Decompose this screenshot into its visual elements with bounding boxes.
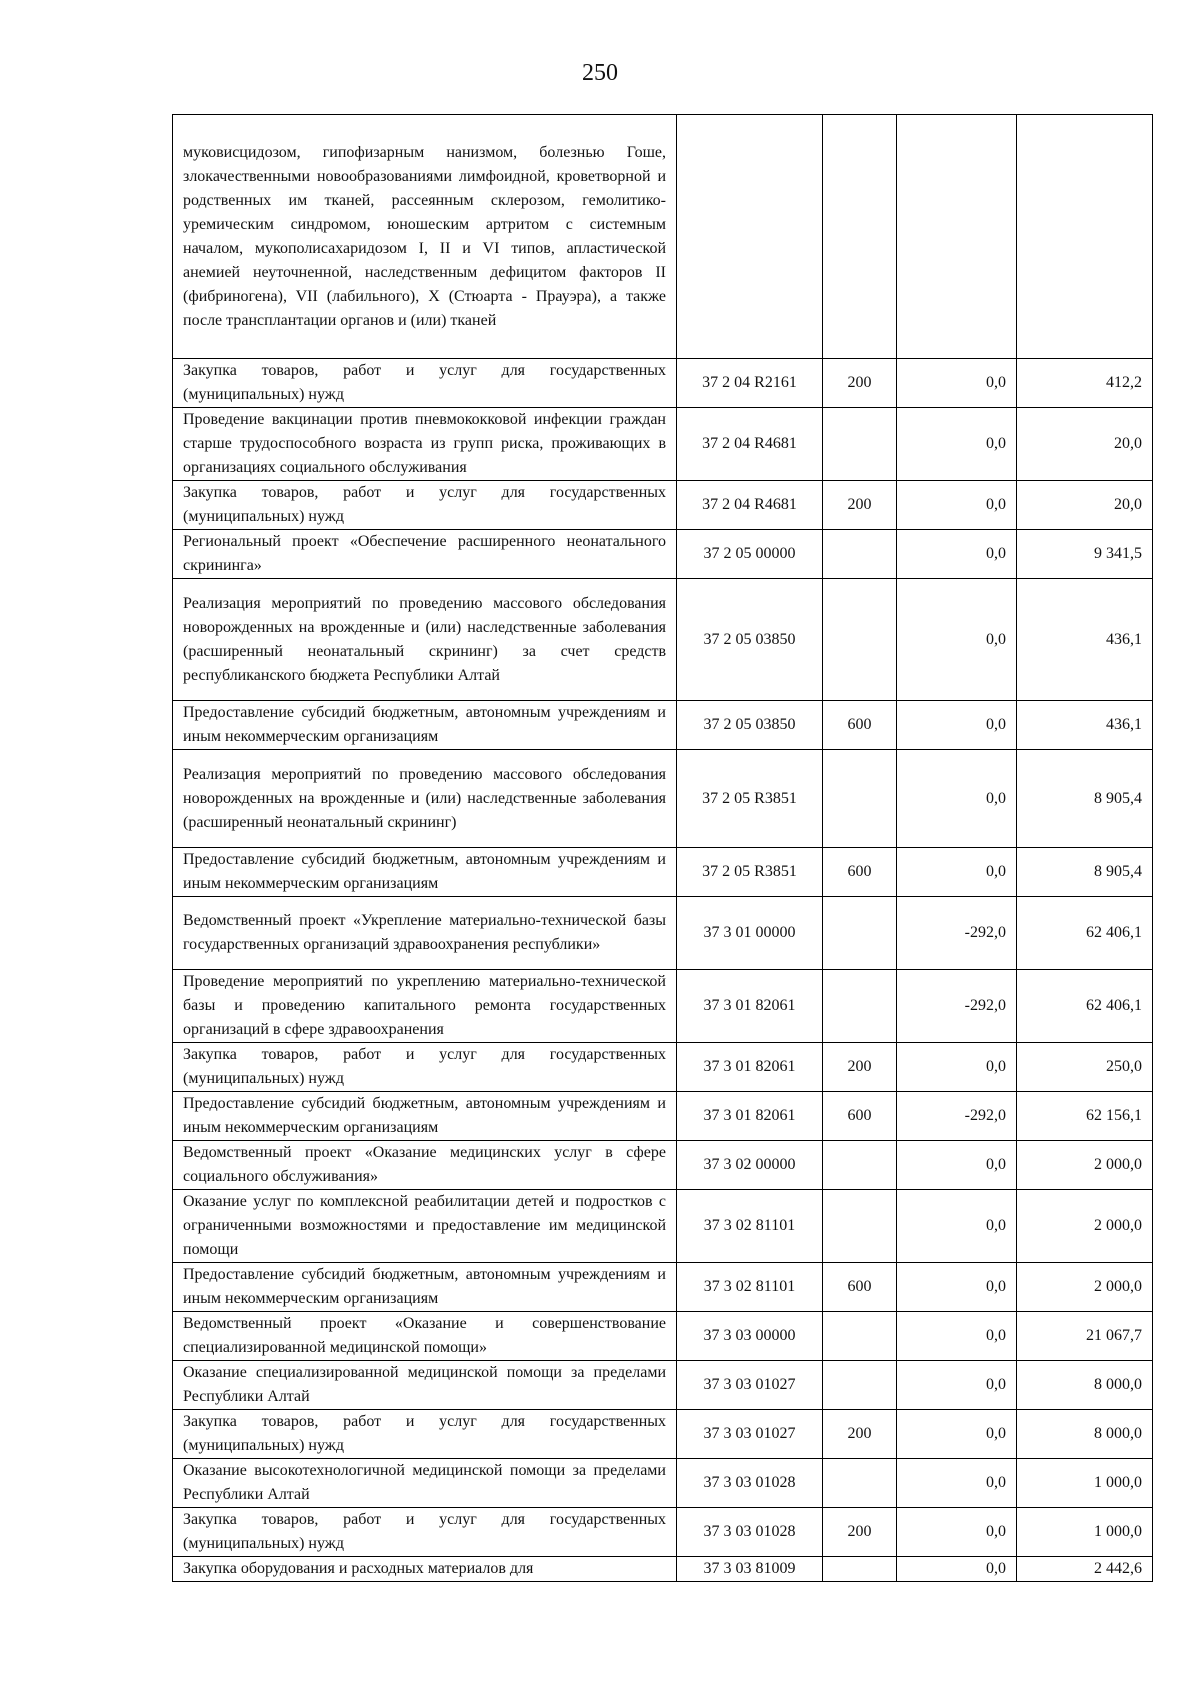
row-target-code: 37 2 04 R4681 bbox=[677, 481, 823, 530]
table-row bbox=[173, 1361, 1153, 1410]
row-expense-type bbox=[823, 1141, 897, 1190]
row-change-amount: 0,0 bbox=[897, 701, 1017, 750]
row-target-code: 37 2 05 R3851 bbox=[677, 750, 823, 848]
row-total-amount: 412,2 bbox=[1017, 359, 1153, 408]
row-description: Ведомственный проект «Укрепление материально-технической базы государственных организаций здравоохранения республики» bbox=[173, 897, 677, 970]
row-target-code: 37 2 05 03850 bbox=[677, 579, 823, 701]
row-change-amount: 0,0 bbox=[897, 408, 1017, 481]
row-target-code: 37 2 04 R2161 bbox=[677, 359, 823, 408]
row-total-amount: 62 406,1 bbox=[1017, 970, 1153, 1043]
row-total-amount: 8 000,0 bbox=[1017, 1410, 1153, 1459]
row-expense-type bbox=[823, 1312, 897, 1361]
row-description: Закупка товаров, работ и услуг для государственных (муниципальных) нужд bbox=[173, 1508, 677, 1557]
row-total-amount: 20,0 bbox=[1017, 481, 1153, 530]
row-change-amount: 0,0 bbox=[897, 1410, 1017, 1459]
row-target-code: 37 3 01 00000 bbox=[677, 897, 823, 970]
row-expense-type: 600 bbox=[823, 1263, 897, 1312]
row-expense-type: 600 bbox=[823, 1092, 897, 1141]
row-description: муковисцидозом, гипофизарным нанизмом, болезнью Гоше, злокачественными новообразованиями лимфоидной, кроветворной и родственных им тканей, рассеянным склерозом, гемолитико-уремическим синдромом, юношеским артритом с системным началом, мукополисахаридозом I, II и VI типов, апластической анемией неуточненной, наследственным дефицитом факторов II (фибриногена), VII (лабильного), X (Стюарта - Прауэра), а также после трансплантации органов и (или) тканей bbox=[173, 115, 677, 359]
table-row bbox=[173, 359, 1153, 408]
row-target-code: 37 3 03 81009 bbox=[677, 1557, 823, 1582]
row-description: Ведомственный проект «Оказание медицинских услуг в сфере социального обслуживания» bbox=[173, 1141, 677, 1190]
row-description: Предоставление субсидий бюджетным, автономным учреждениям и иным некоммерческим организациям bbox=[173, 701, 677, 750]
table-row bbox=[173, 1141, 1153, 1190]
row-target-code: 37 3 03 01027 bbox=[677, 1410, 823, 1459]
row-expense-type: 200 bbox=[823, 1043, 897, 1092]
row-total-amount: 250,0 bbox=[1017, 1043, 1153, 1092]
row-total-amount: 2 000,0 bbox=[1017, 1263, 1153, 1312]
row-total-amount: 1 000,0 bbox=[1017, 1508, 1153, 1557]
row-description: Закупка товаров, работ и услуг для государственных (муниципальных) нужд bbox=[173, 481, 677, 530]
row-expense-type bbox=[823, 530, 897, 579]
row-description: Предоставление субсидий бюджетным, автономным учреждениям и иным некоммерческим организациям bbox=[173, 1092, 677, 1141]
row-change-amount: 0,0 bbox=[897, 359, 1017, 408]
row-target-code: 37 3 03 01028 bbox=[677, 1459, 823, 1508]
row-change-amount: 0,0 bbox=[897, 481, 1017, 530]
row-description: Региональный проект «Обеспечение расширенного неонатального скрининга» bbox=[173, 530, 677, 579]
row-description: Закупка товаров, работ и услуг для государственных (муниципальных) нужд bbox=[173, 1410, 677, 1459]
row-total-amount: 436,1 bbox=[1017, 579, 1153, 701]
table-row bbox=[173, 1312, 1153, 1361]
table-row bbox=[173, 1190, 1153, 1263]
table-row bbox=[173, 481, 1153, 530]
row-change-amount: 0,0 bbox=[897, 848, 1017, 897]
row-total-amount: 20,0 bbox=[1017, 408, 1153, 481]
table-row bbox=[173, 1092, 1153, 1141]
budget-table-body bbox=[173, 115, 1153, 1582]
row-target-code: 37 3 02 81101 bbox=[677, 1190, 823, 1263]
row-target-code: 37 2 04 R4681 bbox=[677, 408, 823, 481]
row-expense-type bbox=[823, 1361, 897, 1410]
row-change-amount bbox=[897, 115, 1017, 359]
table-row bbox=[173, 408, 1153, 481]
row-expense-type bbox=[823, 1557, 897, 1582]
row-target-code: 37 3 03 01028 bbox=[677, 1508, 823, 1557]
budget-table bbox=[172, 114, 1153, 1582]
row-expense-type bbox=[823, 970, 897, 1043]
row-expense-type bbox=[823, 408, 897, 481]
row-target-code: 37 3 01 82061 bbox=[677, 1092, 823, 1141]
row-change-amount: -292,0 bbox=[897, 970, 1017, 1043]
row-change-amount: 0,0 bbox=[897, 530, 1017, 579]
row-target-code: 37 3 03 01027 bbox=[677, 1361, 823, 1410]
row-change-amount: 0,0 bbox=[897, 750, 1017, 848]
table-row bbox=[173, 750, 1153, 848]
row-target-code: 37 3 02 00000 bbox=[677, 1141, 823, 1190]
table-row bbox=[173, 848, 1153, 897]
row-change-amount: 0,0 bbox=[897, 1043, 1017, 1092]
row-expense-type bbox=[823, 115, 897, 359]
row-description: Закупка товаров, работ и услуг для государственных (муниципальных) нужд bbox=[173, 359, 677, 408]
row-change-amount: 0,0 bbox=[897, 1508, 1017, 1557]
table-row bbox=[173, 1043, 1153, 1092]
table-row bbox=[173, 970, 1153, 1043]
row-description: Закупка оборудования и расходных материалов для bbox=[173, 1557, 677, 1582]
row-total-amount: 8 000,0 bbox=[1017, 1361, 1153, 1410]
row-target-code: 37 3 03 00000 bbox=[677, 1312, 823, 1361]
row-expense-type: 200 bbox=[823, 359, 897, 408]
row-total-amount: 2 000,0 bbox=[1017, 1190, 1153, 1263]
row-target-code: 37 2 05 00000 bbox=[677, 530, 823, 579]
row-total-amount: 9 341,5 bbox=[1017, 530, 1153, 579]
row-total-amount: 8 905,4 bbox=[1017, 848, 1153, 897]
row-expense-type bbox=[823, 1190, 897, 1263]
row-total-amount: 2 000,0 bbox=[1017, 1141, 1153, 1190]
row-description: Проведение мероприятий по укреплению материально-технической базы и проведению капитального ремонта государственных организаций в сфере здравоохранения bbox=[173, 970, 677, 1043]
row-expense-type: 200 bbox=[823, 1508, 897, 1557]
row-expense-type: 200 bbox=[823, 1410, 897, 1459]
row-total-amount: 62 156,1 bbox=[1017, 1092, 1153, 1141]
row-change-amount: 0,0 bbox=[897, 1263, 1017, 1312]
row-expense-type: 600 bbox=[823, 848, 897, 897]
table-row bbox=[173, 1557, 1153, 1582]
row-target-code: 37 2 05 03850 bbox=[677, 701, 823, 750]
row-total-amount: 436,1 bbox=[1017, 701, 1153, 750]
row-description: Реализация мероприятий по проведению массового обследования новорожденных на врожденные и (или) наследственные заболевания (расширенный неонатальный скрининг) bbox=[173, 750, 677, 848]
row-target-code: 37 2 05 R3851 bbox=[677, 848, 823, 897]
row-change-amount: 0,0 bbox=[897, 1190, 1017, 1263]
page-number: 250 bbox=[582, 60, 618, 86]
table-row bbox=[173, 1508, 1153, 1557]
table-row bbox=[173, 1410, 1153, 1459]
row-target-code: 37 3 01 82061 bbox=[677, 1043, 823, 1092]
row-total-amount: 2 442,6 bbox=[1017, 1557, 1153, 1582]
row-expense-type bbox=[823, 579, 897, 701]
row-description: Проведение вакцинации против пневмококковой инфекции граждан старше трудоспособного возраста из групп риска, проживающих в организациях социального обслуживания bbox=[173, 408, 677, 481]
row-description: Ведомственный проект «Оказание и совершенствование специализированной медицинской помощи» bbox=[173, 1312, 677, 1361]
row-change-amount: 0,0 bbox=[897, 1141, 1017, 1190]
row-total-amount: 8 905,4 bbox=[1017, 750, 1153, 848]
row-expense-type bbox=[823, 897, 897, 970]
row-description: Реализация мероприятий по проведению массового обследования новорожденных на врожденные и (или) наследственные заболевания (расширенный неонатальный скрининг) за счет средств республиканского бюджета Республики Алтай bbox=[173, 579, 677, 701]
row-description: Оказание высокотехнологичной медицинской помощи за пределами Республики Алтай bbox=[173, 1459, 677, 1508]
row-description: Предоставление субсидий бюджетным, автономным учреждениям и иным некоммерческим организациям bbox=[173, 1263, 677, 1312]
row-description: Оказание специализированной медицинской помощи за пределами Республики Алтай bbox=[173, 1361, 677, 1410]
table-row bbox=[173, 1263, 1153, 1312]
row-description: Закупка товаров, работ и услуг для государственных (муниципальных) нужд bbox=[173, 1043, 677, 1092]
table-row bbox=[173, 1459, 1153, 1508]
row-change-amount: 0,0 bbox=[897, 1312, 1017, 1361]
row-change-amount: 0,0 bbox=[897, 1557, 1017, 1582]
table-row bbox=[173, 115, 1153, 359]
row-change-amount: 0,0 bbox=[897, 579, 1017, 701]
row-total-amount: 62 406,1 bbox=[1017, 897, 1153, 970]
table-row bbox=[173, 897, 1153, 970]
row-expense-type: 600 bbox=[823, 701, 897, 750]
row-total-amount: 1 000,0 bbox=[1017, 1459, 1153, 1508]
row-change-amount: -292,0 bbox=[897, 1092, 1017, 1141]
row-expense-type bbox=[823, 750, 897, 848]
row-expense-type: 200 bbox=[823, 481, 897, 530]
row-description: Предоставление субсидий бюджетным, автономным учреждениям и иным некоммерческим организациям bbox=[173, 848, 677, 897]
row-change-amount: -292,0 bbox=[897, 897, 1017, 970]
row-total-amount: 21 067,7 bbox=[1017, 1312, 1153, 1361]
row-total-amount bbox=[1017, 115, 1153, 359]
table-row bbox=[173, 530, 1153, 579]
row-target-code bbox=[677, 115, 823, 359]
row-change-amount: 0,0 bbox=[897, 1361, 1017, 1410]
row-description: Оказание услуг по комплексной реабилитации детей и подростков с ограниченными возможностями и предоставление им медицинской помощи bbox=[173, 1190, 677, 1263]
row-target-code: 37 3 02 81101 bbox=[677, 1263, 823, 1312]
table-row bbox=[173, 701, 1153, 750]
row-change-amount: 0,0 bbox=[897, 1459, 1017, 1508]
table-row bbox=[173, 579, 1153, 701]
row-expense-type bbox=[823, 1459, 897, 1508]
row-target-code: 37 3 01 82061 bbox=[677, 970, 823, 1043]
